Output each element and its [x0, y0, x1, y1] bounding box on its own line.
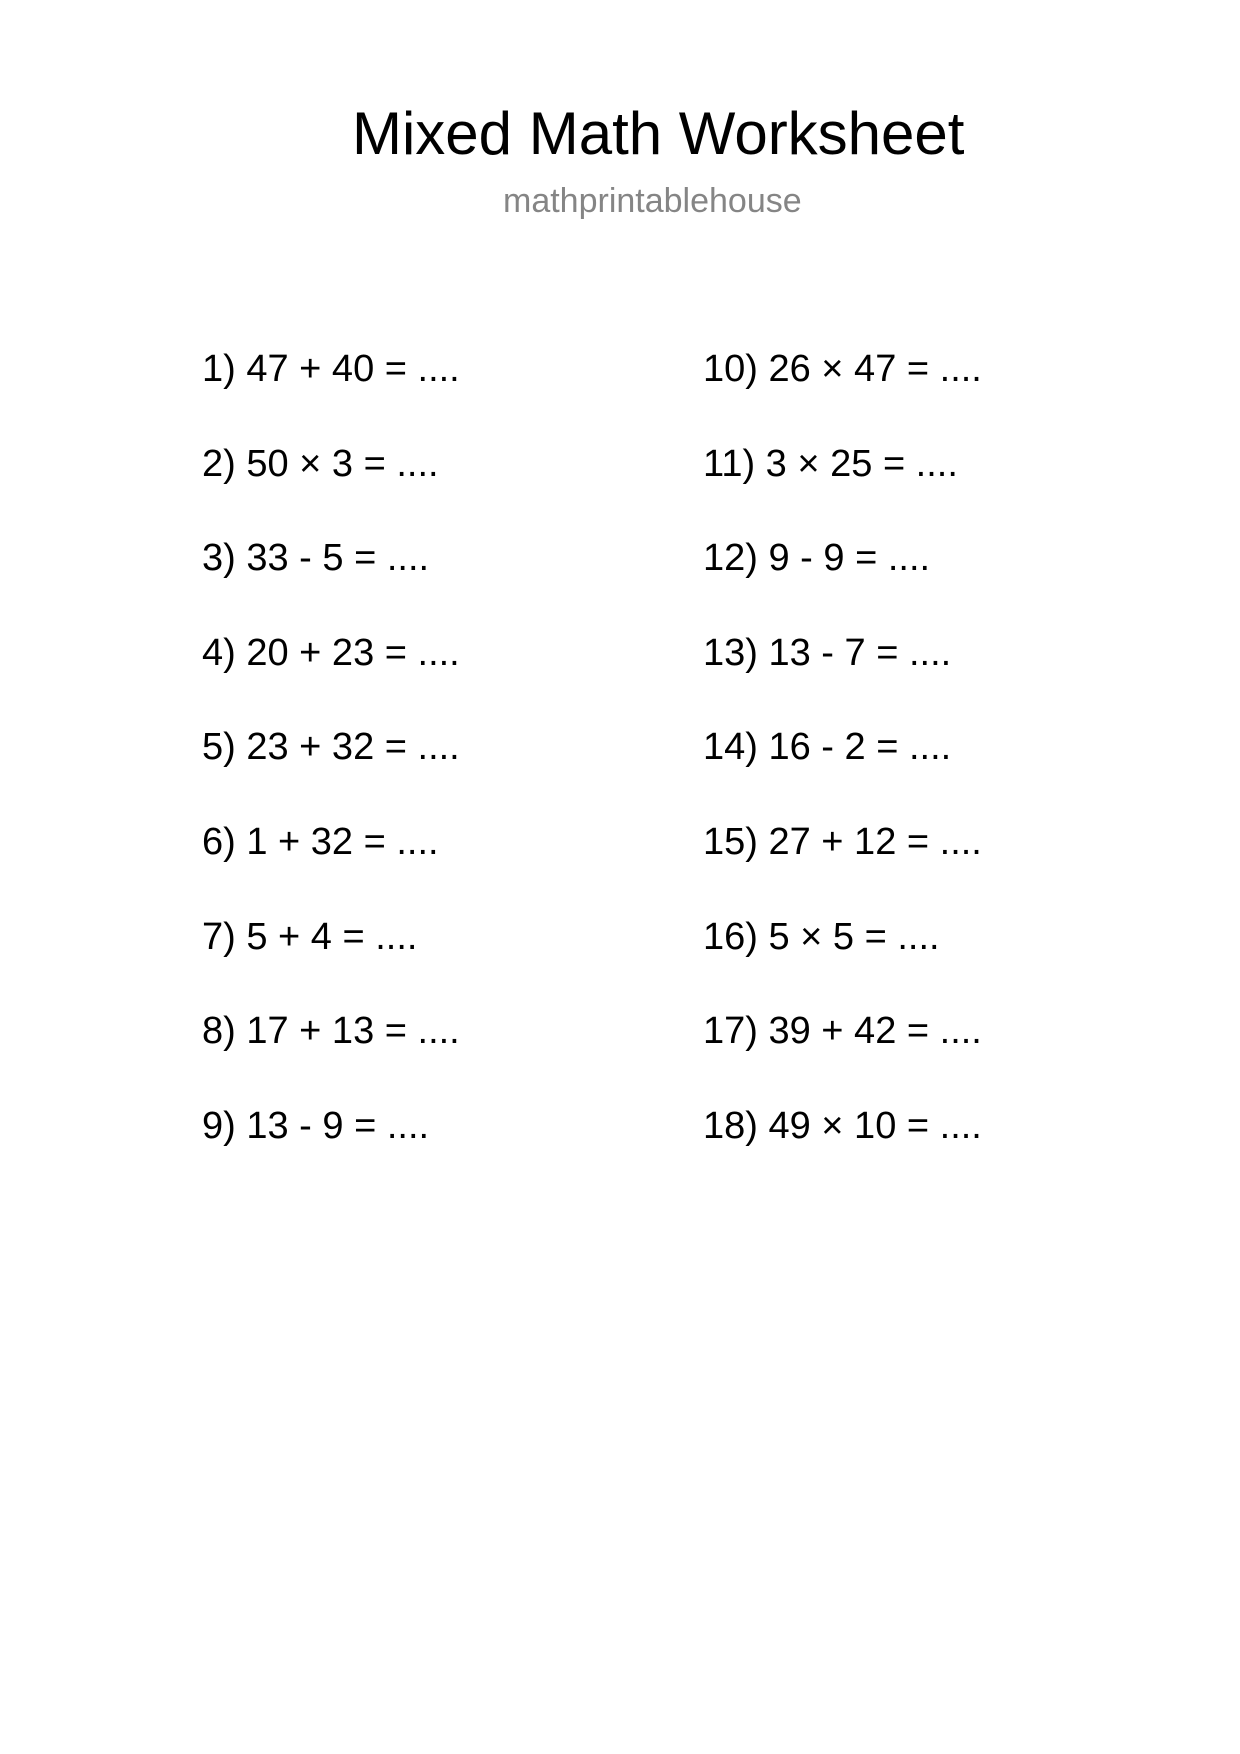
problem-expression: 13 - 9 = ....: [246, 1104, 430, 1147]
problem-number: 8): [202, 1010, 236, 1053]
problem-expression: 50 × 3 = ....: [246, 442, 439, 485]
problem-expression: 5 + 4 = ....: [246, 915, 418, 958]
worksheet-subtitle: mathprintablehouse: [503, 182, 802, 220]
problem-number: 4): [202, 631, 236, 674]
problem-17: [703, 984, 982, 1079]
problem-number: 1): [202, 348, 236, 390]
problem-1: [202, 322, 460, 417]
problem-number: 11): [703, 442, 756, 485]
problem-number: 12): [703, 537, 758, 580]
problem-expression: 47 + 40 = ....: [246, 348, 460, 390]
problem-number: 6): [202, 820, 236, 863]
problem-13: [703, 606, 982, 701]
problem-number: 18): [703, 1104, 758, 1147]
problem-15: [703, 795, 982, 890]
problem-number: 10): [703, 348, 758, 390]
problem-number: 14): [703, 726, 758, 769]
problem-expression: 5 × 5 = ....: [768, 915, 940, 958]
problem-column-right: [703, 322, 982, 1173]
problem-3: [202, 511, 460, 606]
problem-4: [202, 606, 460, 701]
problem-number: 16): [703, 915, 758, 958]
problem-expression: 17 + 13 = ....: [246, 1010, 460, 1053]
problem-number: 7): [202, 915, 236, 958]
problem-9: [202, 1079, 460, 1174]
worksheet-title: Mixed Math Worksheet: [352, 100, 965, 167]
problem-expression: 49 × 10 = ....: [768, 1104, 982, 1147]
problem-expression: 20 + 23 = ....: [246, 631, 460, 674]
problem-number: 3): [202, 537, 236, 580]
problem-expression: 33 - 5 = ....: [246, 537, 430, 580]
problem-number: 9): [202, 1104, 236, 1147]
problem-2: [202, 417, 460, 512]
problem-8: [202, 984, 460, 1079]
problem-11: [703, 417, 982, 512]
problem-10: [703, 322, 982, 417]
problem-16: [703, 890, 982, 985]
problem-12: [703, 511, 982, 606]
problem-expression: 39 + 42 = ....: [768, 1010, 982, 1053]
problem-14: [703, 700, 982, 795]
problem-expression: 26 × 47 = ....: [768, 348, 982, 390]
problem-number: 15): [703, 820, 758, 863]
problem-expression: 1 + 32 = ....: [246, 820, 439, 863]
problem-expression: 13 - 7 = ....: [768, 631, 952, 674]
problem-number: 2): [202, 442, 236, 485]
problem-5: [202, 700, 460, 795]
problem-expression: 16 - 2 = ....: [768, 726, 952, 769]
problem-expression: 23 + 32 = ....: [246, 726, 460, 769]
problem-expression: 9 - 9 = ....: [768, 537, 931, 580]
problem-18: [703, 1079, 982, 1174]
problem-number: 5): [202, 726, 236, 769]
problem-expression: 3 × 25 = ....: [765, 442, 958, 485]
problem-number: 17): [703, 1010, 758, 1053]
problem-expression: 27 + 12 = ....: [768, 820, 982, 863]
problem-number: 13): [703, 631, 758, 674]
problem-column-left: [202, 322, 460, 1173]
problem-6: [202, 795, 460, 890]
problem-7: [202, 890, 460, 985]
